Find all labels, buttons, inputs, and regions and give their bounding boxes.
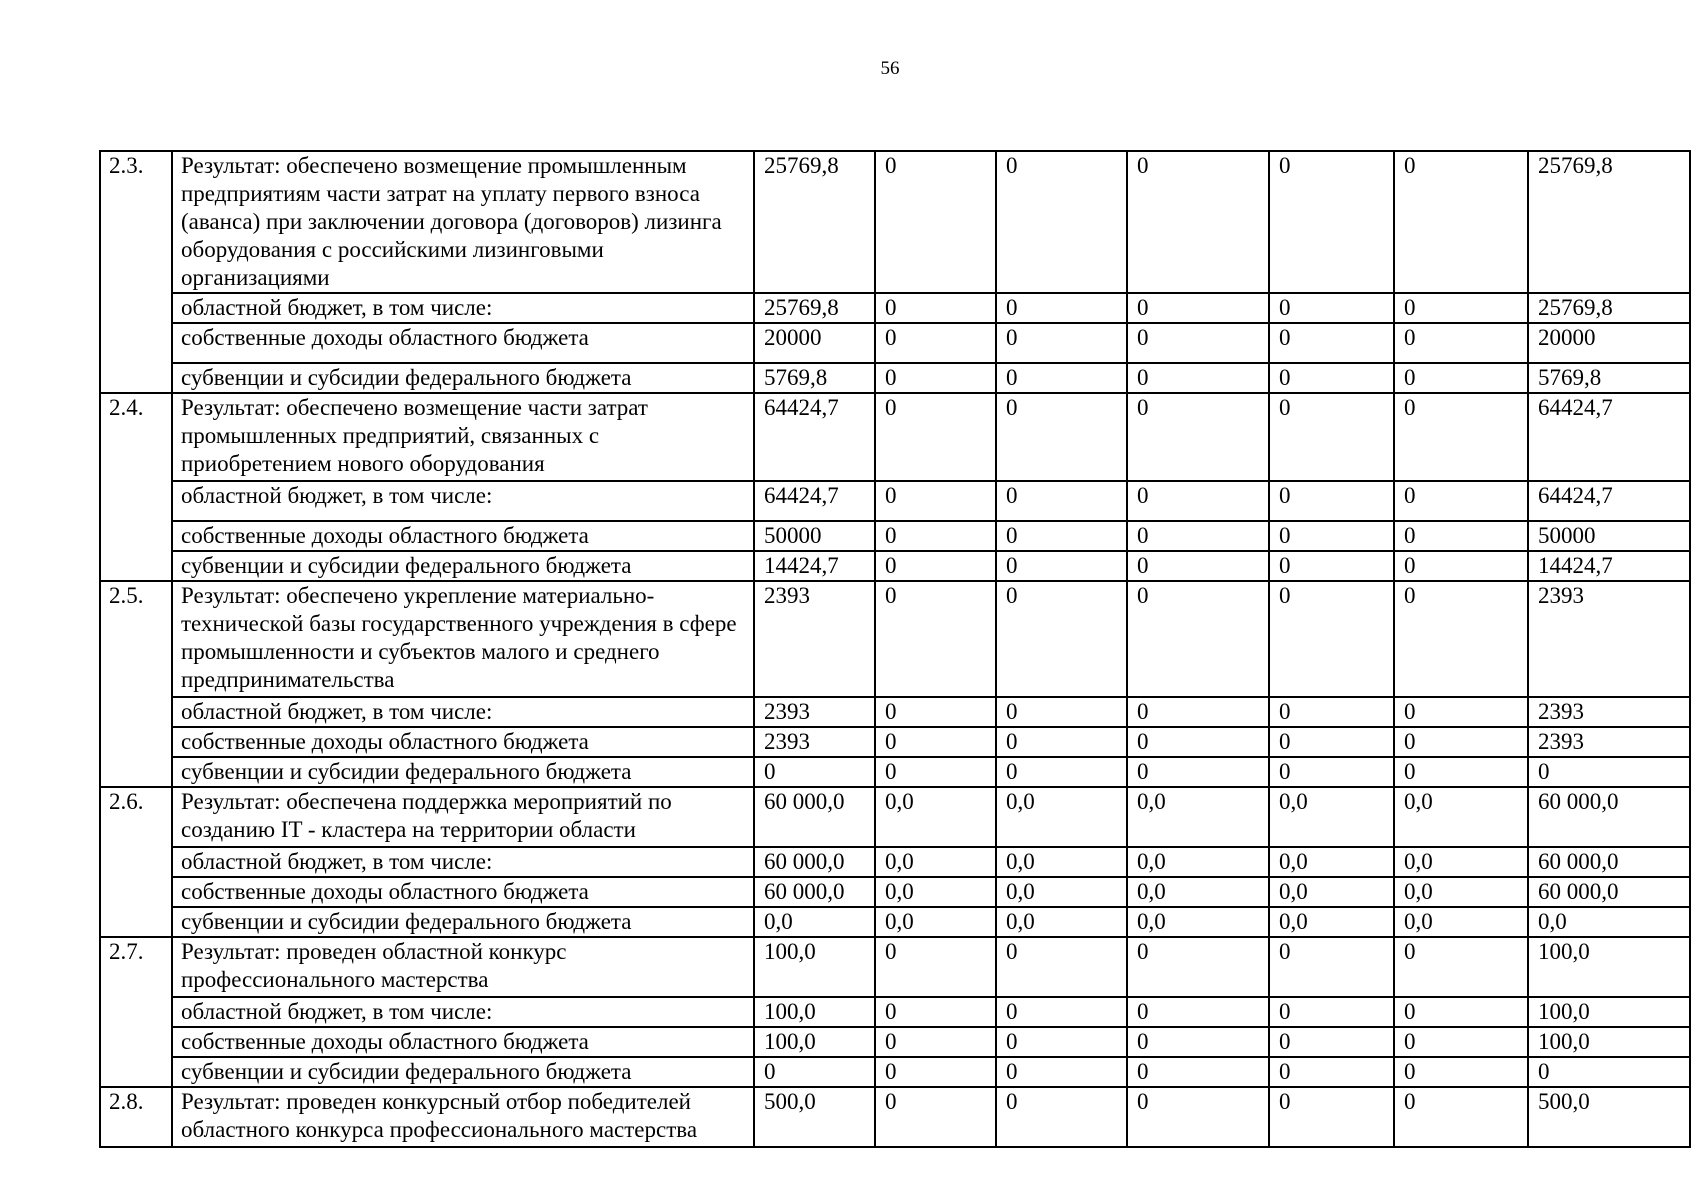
amount-cell: 0	[1269, 581, 1394, 697]
amount-cell: 0	[875, 937, 996, 997]
amount-cell: 0	[996, 551, 1127, 581]
amount-cell: 0,0	[996, 877, 1127, 907]
amount-cell: 0	[875, 1057, 996, 1087]
section-code: 2.8.	[100, 1087, 172, 1147]
result-description: Результат: проведен областной конкурс профессионального мастерства	[172, 937, 754, 997]
amount-cell: 0	[1127, 581, 1269, 697]
amount-cell: 0	[875, 521, 996, 551]
amount-cell: 0,0	[996, 847, 1127, 877]
amount-cell: 0,0	[1528, 907, 1690, 937]
amount-cell: 0	[996, 363, 1127, 393]
table-row	[100, 877, 1690, 907]
amount-cell: 14424,7	[1528, 551, 1690, 581]
amount-cell: 2393	[1528, 697, 1690, 727]
table-row	[100, 1027, 1690, 1057]
amount-cell: 2393	[754, 581, 875, 697]
amount-cell: 0	[875, 997, 996, 1027]
table-row	[100, 1057, 1690, 1087]
amount-cell: 100,0	[754, 997, 875, 1027]
amount-cell: 0	[996, 323, 1127, 363]
amount-cell: 0	[1394, 481, 1528, 521]
amount-cell: 0	[1269, 481, 1394, 521]
amount-cell: 64424,7	[754, 393, 875, 481]
amount-cell: 0	[875, 363, 996, 393]
amount-cell: 0	[1269, 293, 1394, 323]
amount-cell: 0	[1394, 551, 1528, 581]
amount-cell: 25769,8	[754, 293, 875, 323]
amount-cell: 0	[1127, 481, 1269, 521]
amount-cell: 0	[1127, 393, 1269, 481]
amount-cell: 0	[1127, 727, 1269, 757]
amount-cell: 0	[1127, 997, 1269, 1027]
amount-cell: 50000	[1528, 521, 1690, 551]
amount-cell: 60 000,0	[1528, 877, 1690, 907]
amount-cell: 0,0	[1269, 787, 1394, 847]
amount-cell: 0	[1127, 323, 1269, 363]
amount-cell: 0,0	[1394, 847, 1528, 877]
amount-cell: 0	[996, 393, 1127, 481]
amount-cell: 0	[1269, 727, 1394, 757]
amount-cell: 0,0	[1394, 907, 1528, 937]
table-row	[100, 727, 1690, 757]
amount-cell: 0	[996, 151, 1127, 293]
funding-source-label: собственные доходы областного бюджета	[172, 877, 754, 907]
amount-cell: 0,0	[1127, 787, 1269, 847]
funding-source-label: областной бюджет, в том числе:	[172, 697, 754, 727]
amount-cell: 25769,8	[1528, 293, 1690, 323]
amount-cell: 0	[1269, 937, 1394, 997]
funding-source-label: областной бюджет, в том числе:	[172, 481, 754, 521]
amount-cell: 0,0	[1269, 847, 1394, 877]
amount-cell: 0	[1127, 551, 1269, 581]
amount-cell: 5769,8	[1528, 363, 1690, 393]
amount-cell: 0,0	[1127, 877, 1269, 907]
amount-cell: 0	[1127, 151, 1269, 293]
amount-cell: 2393	[754, 727, 875, 757]
table-row	[100, 521, 1690, 551]
amount-cell: 0	[1127, 1057, 1269, 1087]
amount-cell: 60 000,0	[754, 877, 875, 907]
funding-source-label: собственные доходы областного бюджета	[172, 521, 754, 551]
amount-cell: 100,0	[1528, 937, 1690, 997]
table-row	[100, 293, 1690, 323]
amount-cell: 0	[875, 481, 996, 521]
amount-cell: 0	[875, 727, 996, 757]
amount-cell: 2393	[754, 697, 875, 727]
table-row	[100, 323, 1690, 363]
amount-cell: 0	[1269, 757, 1394, 787]
amount-cell: 0,0	[875, 787, 996, 847]
amount-cell: 0	[1394, 1087, 1528, 1147]
amount-cell: 0	[875, 151, 996, 293]
budget-table-body	[100, 151, 1690, 1147]
amount-cell: 0	[875, 323, 996, 363]
amount-cell: 0	[1127, 363, 1269, 393]
amount-cell: 0	[754, 1057, 875, 1087]
funding-source-label: субвенции и субсидии федерального бюджета	[172, 363, 754, 393]
amount-cell: 0	[1127, 937, 1269, 997]
amount-cell: 25769,8	[1528, 151, 1690, 293]
amount-cell: 0	[875, 1027, 996, 1057]
amount-cell: 0	[1269, 363, 1394, 393]
amount-cell: 0	[875, 1087, 996, 1147]
amount-cell: 0,0	[875, 847, 996, 877]
budget-table	[99, 150, 1691, 1148]
amount-cell: 0,0	[996, 787, 1127, 847]
amount-cell: 0	[996, 1057, 1127, 1087]
amount-cell: 20000	[1528, 323, 1690, 363]
amount-cell: 0,0	[996, 907, 1127, 937]
amount-cell: 0	[1394, 727, 1528, 757]
section-code: 2.4.	[100, 393, 172, 581]
funding-source-label: областной бюджет, в том числе:	[172, 847, 754, 877]
amount-cell: 0	[875, 393, 996, 481]
amount-cell: 0	[875, 581, 996, 697]
result-description: Результат: обеспечена поддержка мероприятий по созданию IT - кластера на территории области	[172, 787, 754, 847]
amount-cell: 0,0	[875, 907, 996, 937]
page-number: 56	[880, 58, 900, 79]
amount-cell: 0,0	[1394, 877, 1528, 907]
amount-cell: 0,0	[1127, 847, 1269, 877]
amount-cell: 60 000,0	[754, 787, 875, 847]
amount-cell: 0	[1269, 697, 1394, 727]
amount-cell: 0,0	[1127, 907, 1269, 937]
result-description: Результат: обеспечено возмещение промышленным предприятиям части затрат на уплату первого взноса (аванса) при заключении договора (договоров) лизинга оборудования с российскими лизинговыми организациями	[172, 151, 754, 293]
funding-source-label: субвенции и субсидии федерального бюджета	[172, 551, 754, 581]
amount-cell: 0	[996, 937, 1127, 997]
funding-source-label: субвенции и субсидии федерального бюджета	[172, 757, 754, 787]
amount-cell: 0	[1269, 1087, 1394, 1147]
amount-cell: 60 000,0	[754, 847, 875, 877]
amount-cell: 0	[1127, 1087, 1269, 1147]
funding-source-label: собственные доходы областного бюджета	[172, 1027, 754, 1057]
amount-cell: 0	[1394, 393, 1528, 481]
amount-cell: 0	[1269, 393, 1394, 481]
amount-cell: 0,0	[1394, 787, 1528, 847]
result-description: Результат: обеспечено возмещение части затрат промышленных предприятий, связанных с приобретением нового оборудования	[172, 393, 754, 481]
amount-cell: 60 000,0	[1528, 847, 1690, 877]
amount-cell: 0	[996, 727, 1127, 757]
amount-cell: 0	[996, 581, 1127, 697]
amount-cell: 100,0	[754, 1027, 875, 1057]
section-code: 2.5.	[100, 581, 172, 787]
amount-cell: 0	[1269, 997, 1394, 1027]
section-code: 2.3.	[100, 151, 172, 393]
amount-cell: 5769,8	[754, 363, 875, 393]
amount-cell: 100,0	[1528, 997, 1690, 1027]
amount-cell: 0,0	[1269, 877, 1394, 907]
amount-cell: 2393	[1528, 581, 1690, 697]
amount-cell: 0	[996, 757, 1127, 787]
amount-cell: 0	[1269, 521, 1394, 551]
section-result-row	[100, 787, 1690, 847]
amount-cell: 50000	[754, 521, 875, 551]
amount-cell: 0	[1269, 1027, 1394, 1057]
amount-cell: 0	[754, 757, 875, 787]
amount-cell: 0	[1394, 151, 1528, 293]
funding-source-label: областной бюджет, в том числе:	[172, 997, 754, 1027]
amount-cell: 0	[1528, 1057, 1690, 1087]
table-row	[100, 363, 1690, 393]
funding-source-label: собственные доходы областного бюджета	[172, 323, 754, 363]
amount-cell: 0	[1394, 521, 1528, 551]
table-row	[100, 997, 1690, 1027]
table-row	[100, 847, 1690, 877]
amount-cell: 0	[1394, 697, 1528, 727]
amount-cell: 0	[1394, 323, 1528, 363]
amount-cell: 0	[875, 697, 996, 727]
table-row	[100, 757, 1690, 787]
amount-cell: 60 000,0	[1528, 787, 1690, 847]
section-result-row	[100, 937, 1690, 997]
funding-source-label: собственные доходы областного бюджета	[172, 727, 754, 757]
section-result-row	[100, 393, 1690, 481]
amount-cell: 0	[1127, 757, 1269, 787]
amount-cell: 100,0	[1528, 1027, 1690, 1057]
amount-cell: 0	[996, 997, 1127, 1027]
amount-cell: 0	[1269, 551, 1394, 581]
amount-cell: 0	[1127, 521, 1269, 551]
result-description: Результат: обеспечено укрепление материально-технической базы государственного учреждения в сфере промышленности и субъектов малого и среднего предпринимательства	[172, 581, 754, 697]
amount-cell: 0	[1394, 937, 1528, 997]
amount-cell: 0	[1394, 581, 1528, 697]
amount-cell: 20000	[754, 323, 875, 363]
amount-cell: 0	[996, 1087, 1127, 1147]
section-result-row	[100, 151, 1690, 293]
section-result-row	[100, 581, 1690, 697]
amount-cell: 0,0	[1269, 907, 1394, 937]
amount-cell: 500,0	[1528, 1087, 1690, 1147]
amount-cell: 0,0	[754, 907, 875, 937]
amount-cell: 2393	[1528, 727, 1690, 757]
amount-cell: 64424,7	[754, 481, 875, 521]
amount-cell: 100,0	[754, 937, 875, 997]
amount-cell: 0,0	[875, 877, 996, 907]
amount-cell: 0	[1394, 293, 1528, 323]
amount-cell: 0	[1394, 1057, 1528, 1087]
table-row	[100, 907, 1690, 937]
amount-cell: 25769,8	[754, 151, 875, 293]
amount-cell: 0	[875, 293, 996, 323]
section-code: 2.7.	[100, 937, 172, 1087]
amount-cell: 14424,7	[754, 551, 875, 581]
amount-cell: 0	[996, 1027, 1127, 1057]
amount-cell: 0	[875, 757, 996, 787]
amount-cell: 0	[1394, 363, 1528, 393]
amount-cell: 0	[1394, 1027, 1528, 1057]
table-row	[100, 481, 1690, 521]
amount-cell: 0	[1394, 997, 1528, 1027]
amount-cell: 0	[875, 551, 996, 581]
section-code: 2.6.	[100, 787, 172, 937]
funding-source-label: областной бюджет, в том числе:	[172, 293, 754, 323]
amount-cell: 0	[1269, 323, 1394, 363]
result-description: Результат: проведен конкурсный отбор победителей областного конкурса профессионального мастерства	[172, 1087, 754, 1147]
amount-cell: 64424,7	[1528, 393, 1690, 481]
table-row	[100, 697, 1690, 727]
amount-cell: 0	[996, 521, 1127, 551]
table-row	[100, 551, 1690, 581]
amount-cell: 0	[996, 697, 1127, 727]
amount-cell: 0	[1528, 757, 1690, 787]
amount-cell: 0	[1269, 1057, 1394, 1087]
amount-cell: 0	[1127, 293, 1269, 323]
amount-cell: 0	[996, 481, 1127, 521]
amount-cell: 0	[1394, 757, 1528, 787]
amount-cell: 500,0	[754, 1087, 875, 1147]
amount-cell: 0	[1269, 151, 1394, 293]
amount-cell: 0	[1127, 697, 1269, 727]
funding-source-label: субвенции и субсидии федерального бюджета	[172, 907, 754, 937]
funding-source-label: субвенции и субсидии федерального бюджета	[172, 1057, 754, 1087]
amount-cell: 0	[996, 293, 1127, 323]
amount-cell: 64424,7	[1528, 481, 1690, 521]
amount-cell: 0	[1127, 1027, 1269, 1057]
section-result-row	[100, 1087, 1690, 1147]
